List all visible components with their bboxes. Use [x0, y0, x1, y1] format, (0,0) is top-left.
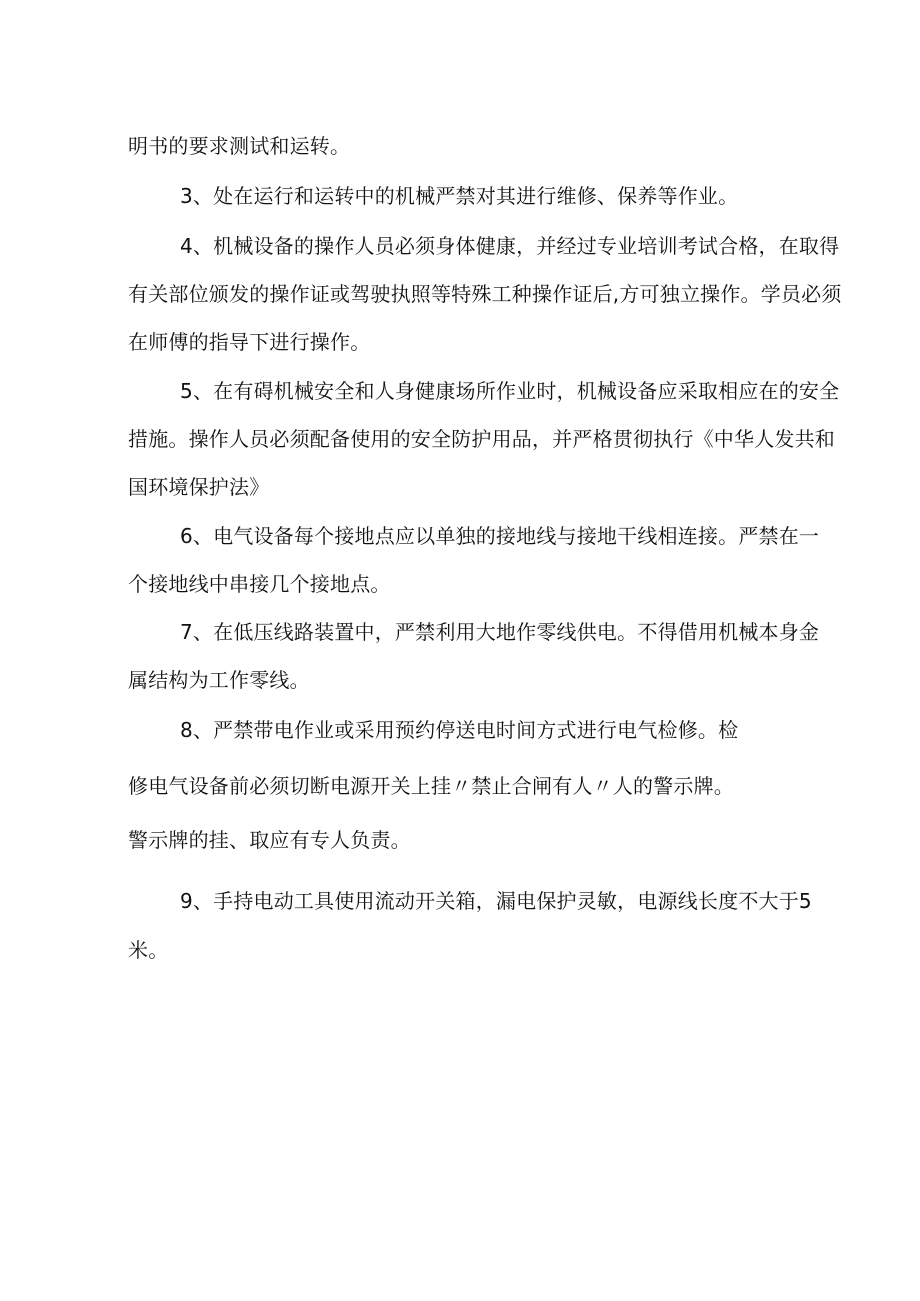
- item-8-line-1: 8、严禁带电作业或采用预约停送电时间方式进行电气检修。检: [180, 718, 739, 742]
- item-4-line-2: 有关部位颁发的操作证或驾驶执照等特殊工种操作证后,方可独立操作。学员必须: [128, 282, 842, 306]
- item-9-line-2: 米。: [128, 938, 169, 962]
- item-6-line-1: 6、电气设备每个接地点应以单独的接地线与接地干线相连接。严禁在一: [180, 524, 820, 548]
- item-7-line-2: 属结构为工作零线。: [128, 668, 310, 692]
- item-8-line-3: 警示牌的挂、取应有专人负责。: [128, 828, 411, 852]
- item-4-line-3: 在师傅的指导下进行操作。: [128, 330, 371, 354]
- item-9-line-1: 9、手持电动工具使用流动开关箱，漏电保护灵敏，电源线长度不大于5: [180, 889, 812, 913]
- item-4-line-1: 4、机械设备的操作人员必须身体健康，并经过专业培训考试合格，在取得: [180, 234, 840, 258]
- text-line-1: 明书的要求测试和运转。: [128, 134, 351, 158]
- item-8-line-2: 修电气设备前必须切断电源开关上挂〃禁止合闸有人〃人的警示牌。: [128, 774, 734, 798]
- item-5-line-1: 5、在有碍机械安全和人身健康场所作业时，机械设备应采取相应在的安全: [180, 379, 840, 403]
- item-7-line-1: 7、在低压线路装置中，严禁利用大地作零线供电。不得借用机械本身金: [180, 620, 820, 644]
- item-5-line-3: 国环境保护法》: [128, 475, 270, 499]
- item-6-line-2: 个接地线中串接几个接地点。: [128, 572, 391, 596]
- item-5-line-2: 措施。操作人员必须配备使用的安全防护用品，并严格贯彻执行《中华人发共和: [128, 427, 835, 451]
- item-3-line: 3、处在运行和运转中的机械严禁对其进行维修、保养等作业。: [180, 184, 739, 208]
